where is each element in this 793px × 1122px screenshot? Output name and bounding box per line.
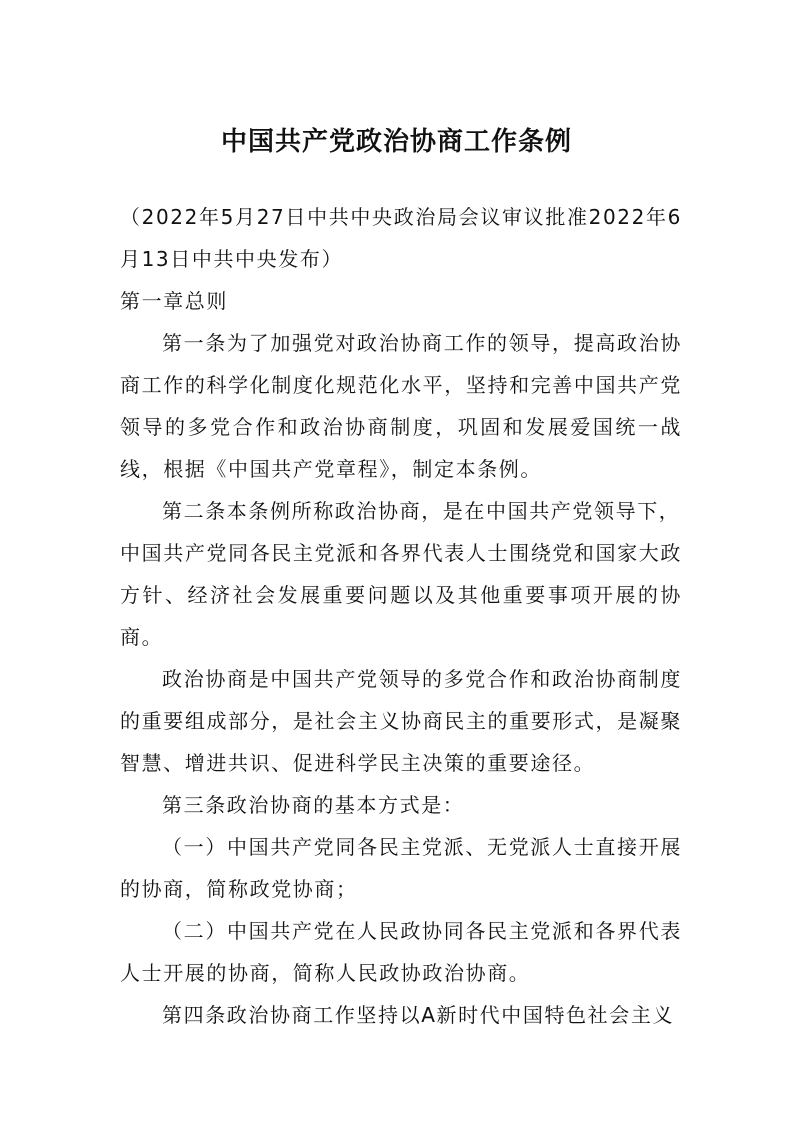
paragraph-article-2-body: 中国共产党同各民主党派和各界代表人士围绕党和国家大政方针、经济社会发展重要问题以及其他重要事项开展的协商。 (120, 541, 682, 649)
document-subtitle: （2022年5月27日中共中央政治局会议审议批准2022年6月13日中共中央发布） (120, 205, 682, 271)
paragraph-consultation-definition: 政治协商是中国共产党领导的多党合作和政治协商制度的重要组成部分，是社会主义协商民主的重要形式，是凝聚智慧、增进共识、促进科学民主决策的重要途径。 (120, 667, 682, 775)
document-body (120, 196, 682, 1036)
paragraph-article-1: 第一条为了加强党对政治协商工作的领导，提高政治协商工作的科学化制度化规范化水平，坚持和完善中国共产党领导的多党合作和政治协商制度，巩固和发展爱国统一战线，根据《中国共产党章程》，制定本条例。 (120, 331, 682, 481)
chapter-heading: 第一章总则 (120, 289, 228, 313)
paragraph-article-3: 第三条政治协商的基本方式是： (162, 793, 465, 817)
paragraph-article-4: 第四条政治协商工作坚持以A新时代中国特色社会主义 (162, 1003, 675, 1027)
paragraph-item-1: （一）中国共产党同各民主党派、无党派人士直接开展的协商，简称政党协商； (120, 835, 682, 901)
paragraph-item-2: （二）中国共产党在人民政协同各民主党派和各界代表人士开展的协商，简称人民政协政治协商。 (120, 919, 682, 985)
paragraph-article-2-intro: 第二条本条例所称政治协商，是在中国共产党领导下， (162, 499, 681, 523)
document-title: 中国共产党政治协商工作条例 (220, 127, 572, 157)
